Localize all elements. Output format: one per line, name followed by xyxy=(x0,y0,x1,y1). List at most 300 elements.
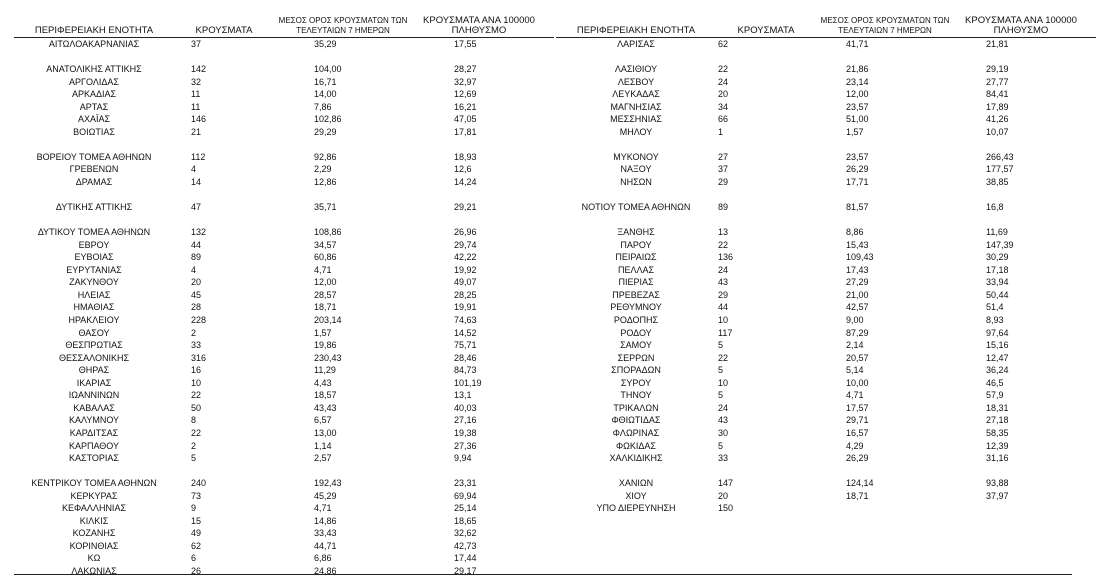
cases-value: 4 xyxy=(191,164,197,175)
table-row xyxy=(14,490,554,503)
per-100000-value: 19,91 xyxy=(454,302,477,313)
header-cases: ΚΡΟΥΣΜΑΤΑ xyxy=(195,25,253,36)
table-row xyxy=(14,327,554,340)
cases-value: 30 xyxy=(718,427,729,438)
table-row xyxy=(14,251,554,264)
per-100000-value: 29,21 xyxy=(454,202,477,213)
cases-value: 33 xyxy=(718,453,729,464)
avg-value: 16,57 xyxy=(846,427,869,438)
per-100000-value: 18,65 xyxy=(454,515,477,526)
per-100000-value: 36,24 xyxy=(986,365,1009,376)
avg-value: 1,57 xyxy=(314,327,332,338)
per-100000-value: 28,25 xyxy=(454,289,477,300)
region-name: ΠΙΕΡΙΑΣ xyxy=(618,277,654,288)
per-100000-value: 26,96 xyxy=(454,227,477,238)
per-100000-value: 27,77 xyxy=(986,76,1009,87)
region-name: ΜΥΚΟΝΟΥ xyxy=(613,151,659,162)
table-row xyxy=(14,226,554,239)
avg-value: 29,71 xyxy=(846,415,869,426)
avg-value: 43,43 xyxy=(314,402,337,413)
cases-value: 89 xyxy=(191,252,202,263)
region-name: ΚΙΛΚΙΣ xyxy=(79,515,109,526)
avg-value: 33,43 xyxy=(314,528,337,539)
cases-value: 22 xyxy=(191,390,202,401)
region-name: ΠΑΡΟΥ xyxy=(620,239,652,250)
avg-value: 11,29 xyxy=(314,365,336,376)
avg-value: 12,86 xyxy=(314,177,337,188)
region-name: ΜΕΣΣΗΝΙΑΣ xyxy=(610,114,662,125)
per-100000-value: 14,24 xyxy=(454,177,477,188)
region-name: ΡΟΔΟΠΗΣ xyxy=(613,315,659,326)
per-100000-value: 12,39 xyxy=(986,440,1009,451)
per-100000-value: 69,94 xyxy=(454,490,477,501)
per-100000-value: 75,71 xyxy=(454,340,477,351)
per-100000-value: 27,18 xyxy=(986,415,1009,426)
region-name: ΥΠΟ ΔΙΕΡΕΥΝΗΣΗ xyxy=(596,503,676,514)
cases-value: 24 xyxy=(718,264,729,275)
region-name: ΕΥΡΥΤΑΝΙΑΣ xyxy=(66,264,122,275)
per-100000-value: 28,27 xyxy=(454,64,477,75)
table-row xyxy=(14,377,554,390)
avg-value: 1,57 xyxy=(846,126,864,137)
region-name: ΔΥΤΙΚΗΣ ΑΤΤΙΚΗΣ xyxy=(55,202,133,213)
cases-value: 20 xyxy=(191,277,202,288)
region-name: ΓΡΕΒΕΝΩΝ xyxy=(69,164,119,175)
region-name: ΠΕΛΛΑΣ xyxy=(617,264,655,275)
avg-value: 92,86 xyxy=(314,151,337,162)
cases-value: 228 xyxy=(191,315,207,326)
region-name: ΝΗΣΩΝ xyxy=(620,177,652,188)
region-name: ΛΑΡΙΣΑΣ xyxy=(617,39,655,49)
avg-value: 203,14 xyxy=(314,315,342,326)
cases-value: 24 xyxy=(718,402,729,413)
cases-value: 9 xyxy=(191,503,197,514)
table-row xyxy=(556,389,1096,402)
table-row xyxy=(14,264,554,277)
region-name: ΔΡΑΜΑΣ xyxy=(75,177,113,188)
header-per-100000 xyxy=(412,16,546,36)
cases-value: 117 xyxy=(718,327,733,338)
per-100000-value: 41,26 xyxy=(986,114,1009,125)
per-100000-value: 97,64 xyxy=(986,327,1009,338)
avg-value: 14,86 xyxy=(314,515,337,526)
table-row xyxy=(556,176,1096,189)
table-row xyxy=(556,126,1096,139)
region-name: ΙΩΑΝΝΙΝΩΝ xyxy=(68,390,120,401)
avg-value: 4,71 xyxy=(314,503,332,514)
per-100000-value: 177,57 xyxy=(986,164,1014,175)
cases-value: 29 xyxy=(718,289,729,300)
cases-value: 150 xyxy=(718,503,734,514)
region-name: ΘΕΣΣΑΛΟΝΙΚΗΣ xyxy=(58,352,130,363)
avg-value: 51,00 xyxy=(846,114,869,125)
header-per-line2: ΠΛΗΘΥΣΜΟ xyxy=(993,25,1049,36)
avg-value: 87,29 xyxy=(846,327,869,338)
avg-value: 2,57 xyxy=(314,453,332,464)
region-name: ΒΟΡΕΙΟΥ ΤΟΜΕΑ ΑΘΗΝΩΝ xyxy=(36,151,152,162)
table-row xyxy=(14,88,554,101)
avg-value: 4,29 xyxy=(846,440,864,451)
table-row xyxy=(556,251,1096,264)
table-row xyxy=(556,490,1096,503)
per-100000-value: 27,36 xyxy=(454,440,477,451)
right-rows xyxy=(556,38,1096,515)
per-100000-value: 42,22 xyxy=(454,252,477,263)
cases-value: 89 xyxy=(718,202,729,213)
region-name: ΣΠΟΡΑΔΩΝ xyxy=(611,365,661,376)
avg-value: 81,57 xyxy=(846,202,869,213)
region-name: ΦΘΙΩΤΙΔΑΣ xyxy=(611,415,661,426)
cases-value: 2 xyxy=(191,327,197,338)
header-avg-7-days xyxy=(276,16,410,36)
cases-value: 6 xyxy=(191,553,197,564)
per-100000-value: 29,17 xyxy=(454,565,477,576)
per-100000-value: 84,73 xyxy=(454,365,477,376)
region-name: ΗΜΑΘΙΑΣ xyxy=(73,302,115,313)
cases-value: 147 xyxy=(718,478,734,489)
avg-value: 8,86 xyxy=(846,227,864,238)
region-name: ΚΑΒΑΛΑΣ xyxy=(73,402,115,413)
region-name: ΔΥΤΙΚΟΥ ΤΟΜΕΑ ΑΘΗΝΩΝ xyxy=(37,227,151,238)
table-row xyxy=(14,402,554,415)
per-100000-value: 21,81 xyxy=(986,39,1009,49)
spacer-row xyxy=(14,214,554,227)
per-100000-value: 84,41 xyxy=(986,89,1009,100)
avg-value: 108,86 xyxy=(314,227,342,238)
table-row xyxy=(556,264,1096,277)
avg-value: 60,86 xyxy=(314,252,337,263)
table-row xyxy=(14,452,554,465)
table-row xyxy=(14,126,554,139)
cases-value: 136 xyxy=(718,252,734,263)
avg-value: 19,86 xyxy=(314,340,337,351)
per-100000-value: 25,14 xyxy=(454,503,477,514)
cases-value: 22 xyxy=(718,64,729,75)
cases-value: 5 xyxy=(718,440,724,451)
per-100000-value: 33,94 xyxy=(986,277,1009,288)
table-row xyxy=(14,314,554,327)
cases-value: 32 xyxy=(191,76,202,87)
region-name: ΣΕΡΡΩΝ xyxy=(617,352,655,363)
cases-value: 73 xyxy=(191,490,202,501)
table-row xyxy=(14,364,554,377)
table-row xyxy=(556,38,1096,51)
avg-value: 9,00 xyxy=(846,315,864,326)
table-header xyxy=(14,10,554,38)
avg-value: 13,00 xyxy=(314,427,337,438)
region-name: ΒΟΙΩΤΙΑΣ xyxy=(73,126,115,137)
table-row xyxy=(556,101,1096,114)
region-name: ΑΡΤΑΣ xyxy=(79,101,109,112)
table-row xyxy=(14,352,554,365)
cases-value: 4 xyxy=(191,264,197,275)
header-avg-7-days xyxy=(818,16,952,36)
region-name: ΧΑΝΙΩΝ xyxy=(618,478,654,489)
per-100000-value: 19,92 xyxy=(454,264,477,275)
spacer-row xyxy=(556,465,1096,478)
table-row xyxy=(556,364,1096,377)
region-name: ΤΡΙΚΑΛΩΝ xyxy=(613,402,659,413)
region-name: ΕΥΒΟΙΑΣ xyxy=(74,252,114,263)
avg-value: 12,00 xyxy=(846,89,869,100)
table-row xyxy=(556,402,1096,415)
avg-value: 2,29 xyxy=(314,164,332,175)
avg-value: 16,71 xyxy=(314,76,337,87)
per-100000-value: 93,88 xyxy=(986,478,1009,489)
table-row xyxy=(556,327,1096,340)
per-100000-value: 58,35 xyxy=(986,427,1009,438)
region-name: ΚΕΝΤΡΙΚΟΥ ΤΟΜΕΑ ΑΘΗΝΩΝ xyxy=(31,478,157,489)
per-100000-value: 18,31 xyxy=(986,402,1009,413)
region-name: ΚΕΦΑΛΛΗΝΙΑΣ xyxy=(61,503,127,514)
per-100000-value: 40,03 xyxy=(454,402,477,413)
table-row xyxy=(556,352,1096,365)
table-row xyxy=(14,163,554,176)
per-100000-value: 38,85 xyxy=(986,177,1009,188)
spacer-row xyxy=(556,214,1096,227)
cases-value: 10 xyxy=(191,377,202,388)
table-row xyxy=(14,502,554,515)
region-name: ΘΑΣΟΥ xyxy=(78,327,110,338)
table-row xyxy=(14,276,554,289)
per-100000-value: 23,31 xyxy=(454,478,477,489)
region-name: ΝΟΤΙΟΥ ΤΟΜΕΑ ΑΘΗΝΩΝ xyxy=(581,202,691,213)
region-name: ΛΑΚΩΝΙΑΣ xyxy=(71,565,117,576)
table-row xyxy=(14,515,554,528)
cases-value: 112 xyxy=(191,151,206,162)
per-100000-value: 101,19 xyxy=(454,377,482,388)
table-row xyxy=(556,239,1096,252)
avg-value: 17,57 xyxy=(846,402,869,413)
per-100000-value: 37,97 xyxy=(986,490,1009,501)
table-row xyxy=(14,540,554,553)
region-name: ΠΡΕΒΕΖΑΣ xyxy=(612,289,660,300)
avg-value: 2,14 xyxy=(846,340,864,351)
avg-value: 230,43 xyxy=(314,352,342,363)
per-100000-value: 16,8 xyxy=(986,202,1004,213)
table-row xyxy=(556,301,1096,314)
avg-value: 4,71 xyxy=(846,390,864,401)
per-100000-value: 74,63 xyxy=(454,315,477,326)
per-100000-value: 19,38 xyxy=(454,427,477,438)
table-row xyxy=(556,502,1096,515)
cases-value: 14 xyxy=(191,177,202,188)
region-name: ΑΡΚΑΔΙΑΣ xyxy=(71,89,117,100)
cases-value: 29 xyxy=(718,177,729,188)
spacer-row xyxy=(556,189,1096,202)
avg-value: 12,00 xyxy=(314,277,337,288)
region-name: ΡΕΘΥΜΝΟΥ xyxy=(610,302,662,313)
region-name: ΘΕΣΠΡΩΤΙΑΣ xyxy=(65,340,123,351)
cases-value: 47 xyxy=(191,202,202,213)
header-cases: ΚΡΟΥΣΜΑΤΑ xyxy=(737,25,795,36)
table-row xyxy=(14,565,554,578)
avg-value: 5,14 xyxy=(846,365,864,376)
per-100000-value: 12,69 xyxy=(454,89,477,100)
spacer-row xyxy=(14,465,554,478)
table-row xyxy=(14,552,554,565)
avg-value: 15,43 xyxy=(846,239,869,250)
table-row xyxy=(14,76,554,89)
cases-value: 20 xyxy=(718,490,729,501)
cases-value: 11 xyxy=(191,101,201,112)
table-row xyxy=(556,377,1096,390)
avg-value: 124,14 xyxy=(846,478,874,489)
cases-value: 37 xyxy=(718,164,729,175)
cases-value: 43 xyxy=(718,277,729,288)
per-100000-value: 32,62 xyxy=(454,528,477,539)
avg-value: 18,57 xyxy=(314,390,337,401)
table-row xyxy=(14,477,554,490)
per-100000-value: 27,16 xyxy=(454,415,477,426)
header-region: ΠΕΡΙΦΕΡΕΙΑΚΗ ΕΝΟΤΗΤΑ xyxy=(34,25,154,36)
per-100000-value: 13,1 xyxy=(454,390,472,401)
header-per-line2: ΠΛΗΘΥΣΜΟ xyxy=(451,25,507,36)
region-name: ΠΕΙΡΑΙΩΣ xyxy=(615,252,657,263)
cases-value: 22 xyxy=(191,427,202,438)
per-100000-value: 17,81 xyxy=(454,126,477,137)
region-name: ΚΑΡΠΑΘΟΥ xyxy=(68,440,120,451)
region-name: ΚΑΡΔΙΤΣΑΣ xyxy=(69,427,119,438)
avg-value: 26,29 xyxy=(846,453,869,464)
per-100000-value: 29,19 xyxy=(986,64,1009,75)
spacer-row xyxy=(14,51,554,64)
per-100000-value: 28,46 xyxy=(454,352,477,363)
spacer-row xyxy=(556,51,1096,64)
per-100000-value: 15,16 xyxy=(986,340,1009,351)
cases-value: 49 xyxy=(191,528,202,539)
per-100000-value: 18,93 xyxy=(454,151,477,162)
table-row xyxy=(14,389,554,402)
region-name: ΚΩ xyxy=(87,553,101,564)
table-row xyxy=(556,276,1096,289)
cases-value: 28 xyxy=(191,302,202,313)
per-100000-value: 14,52 xyxy=(454,327,477,338)
avg-value: 18,71 xyxy=(314,302,337,313)
cases-value: 22 xyxy=(718,239,729,250)
table-row xyxy=(14,339,554,352)
table-row xyxy=(556,226,1096,239)
cases-value: 66 xyxy=(718,114,729,125)
avg-value: 7,86 xyxy=(314,101,332,112)
cases-value: 240 xyxy=(191,478,207,489)
table-row xyxy=(556,63,1096,76)
cases-value: 146 xyxy=(191,114,207,125)
per-100000-value: 42,73 xyxy=(454,540,477,551)
cases-value: 5 xyxy=(718,340,724,351)
per-100000-value: 9,94 xyxy=(454,453,472,464)
spacer-row xyxy=(556,138,1096,151)
table-row xyxy=(14,289,554,302)
per-100000-value: 51,4 xyxy=(986,302,1004,313)
region-name: ΑΧΑΪΑΣ xyxy=(77,114,111,125)
cases-value: 2 xyxy=(191,440,197,451)
cases-value: 11 xyxy=(191,89,201,100)
region-name: ΞΑΝΘΗΣ xyxy=(617,227,655,238)
per-100000-value: 57,9 xyxy=(986,390,1004,401)
region-name: ΚΟΡΙΝΘΙΑΣ xyxy=(69,540,119,551)
table-row xyxy=(556,339,1096,352)
region-name: ΙΚΑΡΙΑΣ xyxy=(76,377,112,388)
table-row xyxy=(14,113,554,126)
header-avg-line1: ΜΕΣΟΣ ΟΡΟΣ ΚΡΟΥΣΜΑΤΩΝ ΤΩΝ xyxy=(278,16,408,25)
region-name: ΛΑΣΙΘΙΟΥ xyxy=(614,64,658,75)
cases-value: 16 xyxy=(191,365,202,376)
table-row xyxy=(14,440,554,453)
region-name: ΘΗΡΑΣ xyxy=(78,365,110,376)
avg-value: 35,71 xyxy=(314,202,337,213)
header-avg-line2: ΤΕΛΕΥΤΑΙΩΝ 7 ΗΜΕΡΩΝ xyxy=(296,26,390,35)
cases-value: 10 xyxy=(718,315,729,326)
region-name: ΕΒΡΟΥ xyxy=(78,239,110,250)
per-100000-value: 16,21 xyxy=(454,101,477,112)
avg-value: 192,43 xyxy=(314,478,342,489)
table-row xyxy=(556,440,1096,453)
region-name: ΗΛΕΙΑΣ xyxy=(77,289,111,300)
cases-value: 1 xyxy=(718,126,724,137)
per-100000-value: 17,44 xyxy=(454,553,477,564)
avg-value: 1,14 xyxy=(314,440,332,451)
cases-value: 5 xyxy=(718,390,724,401)
table-row xyxy=(556,163,1096,176)
region-name: ΑΡΓΟΛΙΔΑΣ xyxy=(69,76,119,87)
per-100000-value: 31,16 xyxy=(986,453,1009,464)
cases-value: 20 xyxy=(718,89,729,100)
region-name: ΡΟΔΟΥ xyxy=(620,327,652,338)
avg-value: 23,14 xyxy=(846,76,869,87)
per-100000-value: 12,47 xyxy=(986,352,1009,363)
avg-value: 20,57 xyxy=(846,352,869,363)
avg-value: 18,71 xyxy=(846,490,869,501)
per-100000-value: 17,55 xyxy=(454,39,477,49)
region-name: ΚΟΖΑΝΗΣ xyxy=(72,528,116,539)
cases-value: 13 xyxy=(718,227,729,238)
region-name: ΚΕΡΚΥΡΑΣ xyxy=(70,490,118,501)
cases-value: 44 xyxy=(718,302,729,313)
header-per-100000 xyxy=(954,16,1088,36)
avg-value: 4,43 xyxy=(314,377,332,388)
region-name: ΧΙΟΥ xyxy=(625,490,647,501)
region-name: ΛΕΥΚΑΔΑΣ xyxy=(612,89,660,100)
table-row xyxy=(14,427,554,440)
cases-value: 132 xyxy=(191,227,207,238)
table-row xyxy=(556,113,1096,126)
cases-value: 50 xyxy=(191,402,202,413)
header-per-line1: ΚΡΟΥΣΜΑΤΑ ΑΝΑ 100000 xyxy=(423,15,535,26)
avg-value: 17,71 xyxy=(846,177,869,188)
table-row xyxy=(14,239,554,252)
avg-value: 44,71 xyxy=(314,540,337,551)
cases-value: 15 xyxy=(191,515,202,526)
cases-value: 62 xyxy=(191,540,202,551)
header-per-line1: ΚΡΟΥΣΜΑΤΑ ΑΝΑ 100000 xyxy=(965,15,1077,26)
cases-value: 26 xyxy=(191,565,202,576)
cases-value: 316 xyxy=(191,352,207,363)
per-100000-value: 47,05 xyxy=(454,114,477,125)
avg-value: 102,86 xyxy=(314,114,342,125)
left-table xyxy=(14,10,554,578)
region-name: ΜΑΓΝΗΣΙΑΣ xyxy=(610,101,662,112)
cases-value: 5 xyxy=(191,453,197,464)
table-header xyxy=(556,10,1096,38)
per-100000-value: 12,6 xyxy=(454,164,472,175)
table-row xyxy=(14,151,554,164)
header-region: ΠΕΡΙΦΕΡΕΙΑΚΗ ΕΝΟΤΗΤΑ xyxy=(576,25,696,36)
table-row xyxy=(14,414,554,427)
region-name: ΚΑΣΤΟΡΙΑΣ xyxy=(69,453,119,464)
cases-value: 27 xyxy=(718,151,729,162)
avg-value: 17,43 xyxy=(846,264,869,275)
